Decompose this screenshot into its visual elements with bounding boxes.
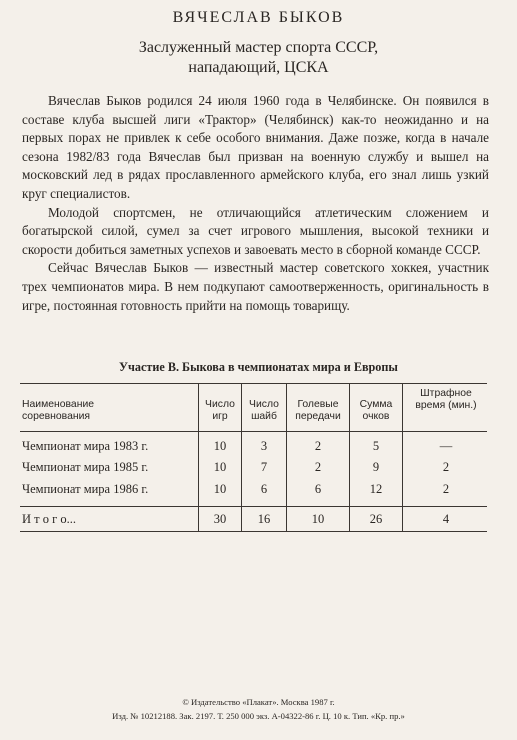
total-label: И т о г о... — [22, 512, 76, 526]
row-goals: 3 — [260, 439, 268, 453]
row-goals: 6 — [260, 482, 268, 496]
table-header-rule — [20, 431, 487, 432]
column-divider — [198, 383, 199, 531]
table-title: Участие В. Быкова в чемпионатах мира и Европы — [119, 360, 398, 374]
row-event: Чемпионат мира 1986 г. — [22, 482, 149, 496]
column-divider — [349, 383, 350, 531]
biography — [22, 92, 489, 315]
row-assists: 6 — [314, 482, 322, 496]
row-games: 10 — [213, 439, 227, 453]
header-games: Число игр — [205, 399, 235, 422]
column-divider — [402, 383, 403, 531]
table-bottom-rule — [20, 531, 487, 532]
row-points: 9 — [372, 460, 380, 474]
total-games: 30 — [213, 512, 227, 526]
row-points: 5 — [372, 439, 380, 453]
print-info-line: Изд. № 10212188. Зак. 2197. Т. 250 000 экз. А-04322-86 г. Ц. 10 к. Тип. «Кр. пр.» — [112, 711, 405, 721]
total-assists: 10 — [311, 512, 325, 526]
header-points: Сумма очков — [359, 399, 393, 422]
row-assists: 2 — [314, 439, 322, 453]
table-top-rule — [20, 383, 487, 384]
bio-paragraph: Вячеслав Быков родился 24 июля 1960 года в Челябинске. Он появился в составе клуба высшей лиги «Трактор» (Челябинск) как-то неожиданно и на первых порах не привлек к себе особого внимания. Даже позже, когда в начале сезона 1982/83 года Вячеслав был призван на военную службу и вышел на московский лед в рядах прославленного армейского клуба, его знал лишь узкий круг специалистов. — [22, 93, 489, 201]
row-games: 10 — [213, 482, 227, 496]
row-assists: 2 — [314, 460, 322, 474]
header-event: Наименование соревнования — [22, 399, 95, 422]
subtitle-line-1: Заслуженный мастер спорта СССР, — [138, 39, 379, 56]
row-goals: 7 — [260, 460, 268, 474]
bio-paragraph: Сейчас Вячеслав Быков — известный мастер советского хоккея, участник трех чемпионатов мира. В нем подкупают самоотверженность, оригинальность в игре, постоянная готовность прийти на помощь товарищу. — [22, 260, 489, 313]
row-event: Чемпионат мира 1983 г. — [22, 439, 149, 453]
row-penalty: 2 — [442, 482, 450, 496]
person-subtitle — [0, 38, 517, 78]
row-penalty: — — [439, 439, 453, 453]
total-points: 26 — [369, 512, 383, 526]
total-penalty: 4 — [442, 512, 450, 526]
column-divider — [241, 383, 242, 531]
row-penalty: 2 — [442, 460, 450, 474]
column-divider — [286, 383, 287, 531]
row-event: Чемпионат мира 1985 г. — [22, 460, 149, 474]
header-penalty: Штрафное время (мин.) — [415, 388, 477, 411]
person-name: ВЯЧЕСЛАВ БЫКОВ — [172, 9, 345, 26]
header-goals: Число шайб — [249, 399, 279, 422]
table-total-rule — [20, 506, 487, 507]
total-goals: 16 — [257, 512, 271, 526]
row-games: 10 — [213, 460, 227, 474]
subtitle-line-2: нападающий, ЦСКА — [188, 59, 329, 76]
publisher-line: © Издательство «Плакат». Москва 1987 г. — [182, 697, 335, 707]
bio-paragraph: Молодой спортсмен, не отличающийся атлетическим сложением и богатырской силой, сумел за счет игрового мышления, высокой техники и скорости добиться заметных успехов и завоевать место в сборной команде СССР. — [22, 204, 489, 257]
row-points: 12 — [369, 482, 383, 496]
header-assists: Голевые передачи — [295, 399, 341, 422]
